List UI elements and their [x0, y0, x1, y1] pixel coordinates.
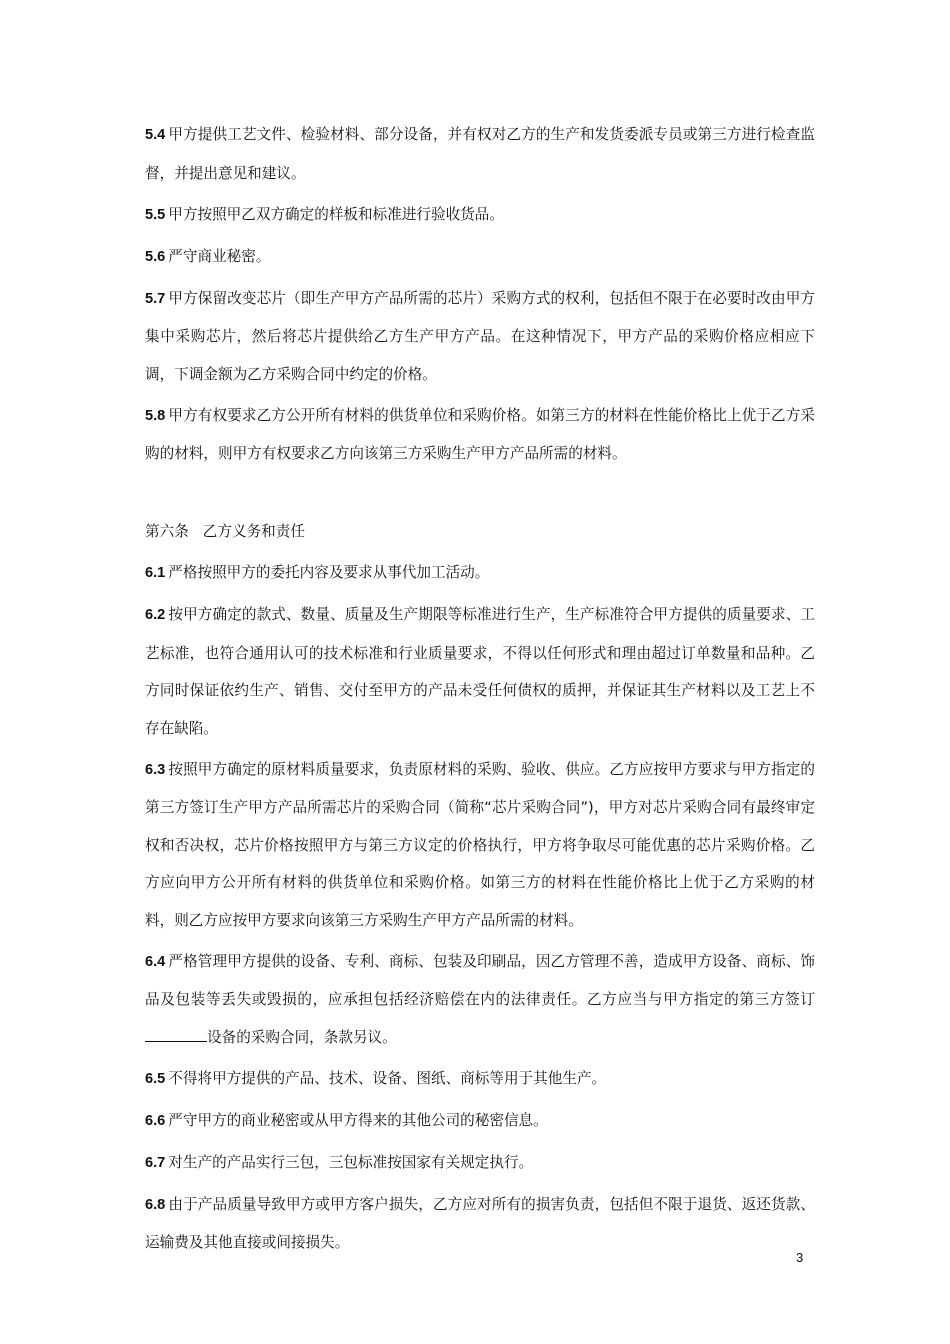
clause-text: 严格按照甲方的委托内容及要求从事代加工活动。 [168, 564, 490, 581]
clause-text: 按甲方确定的款式、数量、质量及生产期限等标准进行生产，生产标准符合甲方提供的质量要求、工艺标准，也符合通用认可的技术标准和行业质量要求，不得以任何形式和理由超过订单数量和品种。乙方同时保证依约生产、销售、交付至甲方的产品未受任何债权的质押，并保证其生产材料以及工艺上不存在缺陷。 [145, 606, 815, 737]
clause-5-4 [145, 116, 815, 192]
article-title: 乙方义务和责任 [202, 523, 305, 540]
clause-6-1 [145, 554, 815, 593]
clause-5-6 [145, 238, 815, 277]
clause-text: 甲方保留改变芯片（即生产甲方产品所需的芯片）采购方式的权利，包括但不限于在必要时改由甲方集中采购芯片，然后将芯片提供给乙方生产甲方产品。在这种情况下，甲方产品的采购价格应相应下调，下调金额为乙方采购合同中约定的价格。 [145, 289, 815, 383]
clause-text: 严守商业秘密。 [168, 247, 271, 265]
clause-text: 甲方按照甲乙双方确定的样板和标准进行验收货品。 [168, 205, 504, 223]
clause-number: 6.6 [145, 1112, 166, 1129]
clause-text: 由于产品质量导致甲方或甲方客户损失，乙方应对所有的损害负责，包括但不限于退货、返还货款、运输费及其他直接或间接损失。 [145, 1195, 815, 1251]
clause-text: 严格管理甲方提供的设备、专利、商标、包装及印刷品，因乙方管理不善，造成甲方设备、商标、饰品及包装等丢失或毁损的，应承担包括经济赔偿在内的法律责任。乙方应当与甲方指定的第三方签订 [145, 952, 815, 1008]
clause-number: 5.7 [145, 290, 166, 307]
fill-in-blank [145, 1027, 207, 1042]
clause-text-continued: 设备的采购合同，条款另议。 [207, 1028, 397, 1046]
page-number: 3 [796, 1250, 804, 1265]
clause-number: 6.3 [145, 761, 166, 778]
clause-text: 甲方有权要求乙方公开所有材料的供货单位和采购价格。如第三方的材料在性能价格比上优于乙方采购的材料，则甲方有权要求乙方向该第三方采购生产甲方产品所需的材料。 [145, 406, 815, 462]
clause-number: 6.1 [145, 565, 166, 581]
clause-6-2 [145, 596, 815, 747]
document-body [145, 116, 815, 1265]
clause-6-4 [145, 943, 815, 1057]
article-heading [145, 513, 815, 551]
clause-number: 5.5 [145, 206, 166, 223]
clause-text: 按照甲方确定的原材料质量要求，负责原材料的采购、验收、供应。乙方应按甲方要求与甲方指定的第三方签订生产甲方产品所需芯片的采购合同（简称“芯片采购合同”)，甲方对芯片采购合同有最终审定权和否决权，芯片价格按照甲方与第三方议定的价格执行，甲方将争取尽可能优惠的芯片采购价格。乙方应向甲方公开所有材料的供货单位和采购价格。如第三方的材料在性能价格比上优于乙方采购的材料，则乙方应按甲方要求向该第三方采购生产甲方产品所需的材料。 [145, 760, 815, 929]
clause-5-5 [145, 196, 815, 235]
clause-5-8 [145, 397, 815, 473]
clause-text: 不得将甲方提供的产品、技术、设备、图纸、商标等用于其他生产。 [168, 1069, 607, 1087]
clause-text: 对生产的产品实行三包，三包标准按国家有关规定执行。 [168, 1153, 534, 1171]
clause-6-7 [145, 1144, 815, 1183]
clause-5-7 [145, 280, 815, 394]
clause-number: 6.2 [145, 607, 166, 623]
clause-6-6 [145, 1102, 815, 1141]
clause-number: 6.4 [145, 953, 166, 970]
clause-6-5 [145, 1060, 815, 1099]
clause-number: 6.8 [145, 1196, 166, 1213]
clause-text: 甲方提供工艺文件、检验材料、部分设备，并有权对乙方的生产和发货委派专员或第三方进行检查监督，并提出意见和建议。 [145, 126, 815, 182]
clause-text: 严守甲方的商业秘密或从甲方得来的其他公司的秘密信息。 [168, 1111, 548, 1129]
clause-number: 5.6 [145, 248, 166, 265]
clause-number: 6.7 [145, 1154, 166, 1171]
clause-number: 5.4 [145, 127, 166, 143]
clause-6-8 [145, 1186, 815, 1262]
clause-6-3 [145, 751, 815, 940]
clause-number: 6.5 [145, 1070, 166, 1087]
clause-number: 5.8 [145, 407, 166, 424]
section-spacer [145, 476, 815, 513]
article-label: 第六条 [145, 523, 189, 540]
